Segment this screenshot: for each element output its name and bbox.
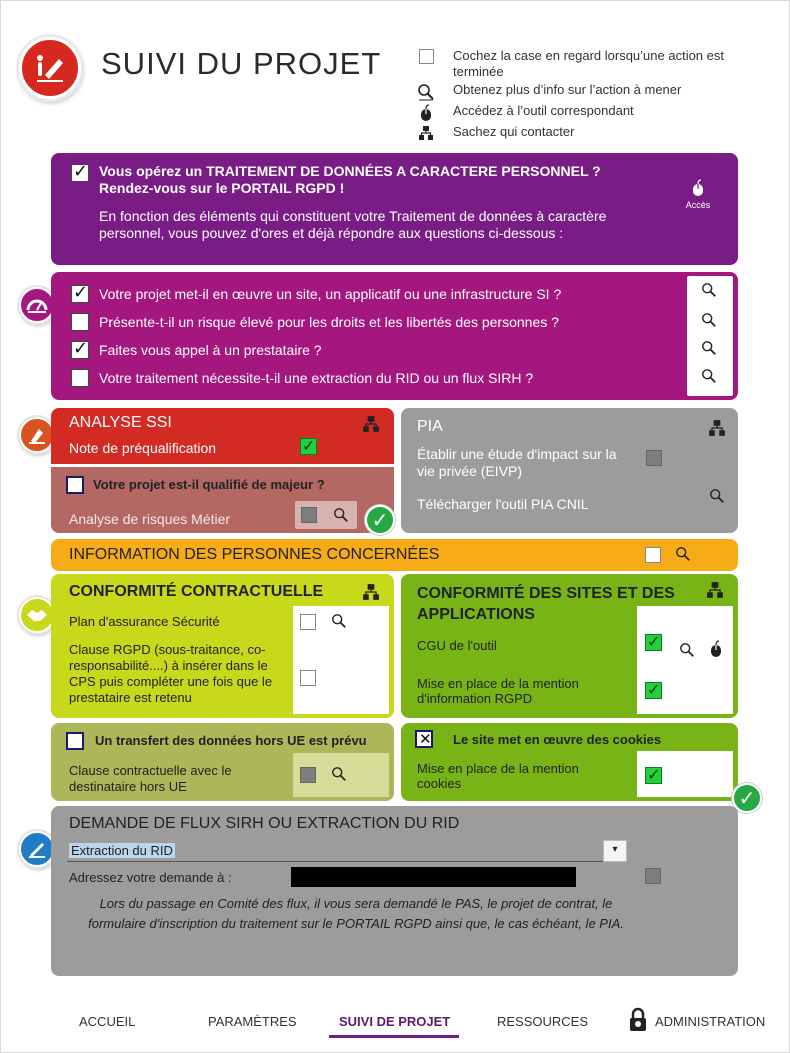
- magnifier-icon[interactable]: [333, 507, 349, 523]
- sites-complete-check-icon: ✓: [732, 783, 762, 813]
- contract-item2: Clause RGPD (sous-traitance, co-responsabilité....) à insérer dans le CPS puis compléter une fois que le prestataire est retenu: [69, 642, 273, 705]
- question-text: Votre projet met-il en œuvre un site, un applicatif ou une infrastructure SI ?: [99, 286, 562, 302]
- magnifier-icon[interactable]: [331, 766, 347, 782]
- question-list: [71, 280, 561, 392]
- magnifier-icon[interactable]: [675, 546, 691, 562]
- flux-title: DEMANDE DE FLUX SIRH OU EXTRACTION DU RID: [69, 815, 460, 832]
- flux-icon: [19, 831, 55, 867]
- question-row: [71, 336, 561, 364]
- ssi-note-label: Note de préqualification: [69, 440, 217, 456]
- gauge-icon: [19, 287, 55, 323]
- legend-row-tool: [413, 103, 753, 122]
- eivp-checkbox[interactable]: [646, 450, 662, 466]
- rgpd-access-label: Accès: [685, 200, 711, 210]
- handshake-icon: [19, 597, 55, 633]
- magnifier-icon[interactable]: [701, 368, 717, 384]
- pia-download-label[interactable]: Télécharger l'outil PIA CNIL: [417, 496, 589, 512]
- magnifier-icon[interactable]: [331, 613, 347, 629]
- question-row: [71, 364, 561, 392]
- rgpd-body: En fonction des éléments qui constituent votre Traitement de données à caractère personnel, vous pouvez d'ores et déjà répondre aux questions ci-dessous :: [99, 208, 607, 241]
- contract-item2-checkbox[interactable]: [300, 670, 316, 686]
- ssi-complete-check-icon: ✓: [365, 505, 395, 535]
- lock-icon[interactable]: [627, 1007, 649, 1033]
- cookies-panel: [401, 723, 738, 801]
- nav-ressources[interactable]: RESSOURCES: [497, 1014, 589, 1029]
- legend-text: Sachez qui contacter: [453, 124, 575, 139]
- info-title: INFORMATION DES PERSONNES CONCERNÉES: [69, 546, 440, 563]
- sites-panel: [401, 574, 738, 718]
- magnifier-icon[interactable]: [701, 340, 717, 356]
- cookies-item-checkbox[interactable]: [645, 767, 662, 784]
- sites-item1: CGU de l'outil: [417, 638, 497, 653]
- ssi-title: ANALYSE SSI: [69, 414, 172, 431]
- contract-title: CONFORMITÉ CONTRACTUELLE: [69, 583, 324, 600]
- questions-info-column: [687, 276, 733, 396]
- rgpd-checkbox[interactable]: [71, 164, 89, 182]
- ssi-note-checkbox[interactable]: [300, 438, 317, 455]
- rgpd-heading-line1: Vous opérez un TRAITEMENT DE DONNÉES A CARACTERE PERSONNEL ?: [99, 163, 601, 179]
- contract-actions: [293, 606, 389, 714]
- question-checkbox[interactable]: [71, 369, 89, 387]
- flux-note: Lors du passage en Comité des flux, il vous sera demandé le PAS, le projet de contrat, le formulaire d'inscription du traitement sur le PORTAIL RGPD ainsi que, le cas échéant, le PIA.: [88, 896, 624, 931]
- sites-actions: [637, 606, 733, 714]
- flux-checkbox[interactable]: [645, 868, 661, 884]
- contract-panel: [51, 574, 394, 718]
- project-logo-icon: [19, 37, 81, 99]
- magnifier-icon[interactable]: [701, 282, 717, 298]
- mouse-icon[interactable]: [709, 640, 723, 658]
- sites-item1-checkbox[interactable]: [645, 634, 662, 651]
- rgpd-access-button[interactable]: [678, 179, 718, 210]
- question-row: [71, 308, 561, 336]
- nav-active-indicator: [329, 1035, 459, 1038]
- ssi-majeur-panel: [51, 467, 394, 533]
- magnifier-icon[interactable]: [709, 488, 725, 504]
- cookies-question: Le site met en œuvre des cookies: [453, 732, 662, 747]
- risk-actions: [295, 501, 357, 529]
- legend: [413, 48, 753, 143]
- nav-parametres[interactable]: PARAMÈTRES: [208, 1014, 297, 1029]
- transfer-question: Un transfert des données hors UE est prévu: [95, 733, 367, 748]
- magnifier-icon: [417, 83, 435, 101]
- chevron-down-icon[interactable]: ▾: [603, 840, 627, 862]
- info-checkbox[interactable]: [645, 547, 661, 563]
- legend-text: Cochez la case en regard lorsqu’une action est terminée: [453, 48, 724, 79]
- rgpd-heading-line2: Rendez-vous sur le PORTAIL RGPD !: [99, 180, 345, 196]
- sites-item2-checkbox[interactable]: [645, 682, 662, 699]
- nav-administration[interactable]: ADMINISTRATION: [655, 1014, 766, 1029]
- org-chart-icon[interactable]: [708, 419, 726, 437]
- magnifier-icon[interactable]: [701, 312, 717, 328]
- info-panel: [51, 539, 738, 571]
- questions-panel: [51, 272, 738, 400]
- flux-address-field[interactable]: [291, 867, 576, 887]
- nav-accueil[interactable]: ACCUEIL: [79, 1014, 136, 1029]
- cookies-item: Mise en place de la mention cookies: [417, 761, 579, 791]
- flux-address-label: Adressez votre demande à :: [69, 870, 232, 885]
- legend-row-contact: [413, 124, 753, 141]
- contract-item1: Plan d'assurance Sécurité: [69, 614, 220, 629]
- org-chart-icon: [418, 125, 434, 141]
- bottom-nav: [1, 1006, 790, 1046]
- flux-select-value: Extraction du RID: [71, 843, 173, 858]
- transfer-item-checkbox[interactable]: [300, 767, 316, 783]
- question-row: [71, 280, 561, 308]
- question-text: Votre traitement nécessite-t-il une extraction du RID ou un flux SIRH ?: [99, 370, 534, 386]
- risk-checkbox[interactable]: [301, 507, 317, 523]
- transfer-item: Clause contractuelle avec le destinataire hors UE: [69, 763, 232, 794]
- transfer-panel: [51, 723, 394, 801]
- mouse-icon: [419, 104, 433, 122]
- mouse-icon: [691, 179, 705, 197]
- majeur-checkbox[interactable]: [66, 476, 84, 494]
- magnifier-icon[interactable]: [679, 642, 695, 658]
- cookies-checkbox[interactable]: [415, 730, 433, 748]
- checkbox-empty-icon: [419, 49, 434, 64]
- question-text: Présente-t-il un risque élevé pour les droits et les libertés des personnes ?: [99, 314, 559, 330]
- org-chart-icon[interactable]: [362, 583, 380, 601]
- pia-title: PIA: [417, 418, 443, 435]
- rgpd-panel: [51, 153, 738, 265]
- legend-text: Obtenez plus d’info sur l’action à mener: [453, 82, 682, 97]
- question-text: Faites vous appel à un prestataire ?: [99, 342, 322, 358]
- contract-item1-checkbox[interactable]: [300, 614, 316, 630]
- risk-label: Analyse de risques Métier: [69, 511, 231, 527]
- page-title: SUIVI DU PROJET: [101, 46, 382, 81]
- transfer-actions: [293, 753, 389, 797]
- cookies-actions: [637, 751, 733, 797]
- flux-select[interactable]: [67, 840, 627, 862]
- nav-suivi-de-projet[interactable]: SUIVI DE PROJET: [339, 1014, 451, 1029]
- eivp-label: Établir une étude d'impact sur la vie privée (EIVP): [417, 446, 617, 479]
- org-chart-icon[interactable]: [706, 581, 724, 599]
- legend-text: Accédez à l’outil correspondant: [453, 103, 634, 118]
- pia-panel: [401, 408, 738, 533]
- question-checkbox[interactable]: [71, 313, 89, 331]
- question-checkbox[interactable]: [71, 285, 89, 303]
- org-chart-icon[interactable]: [362, 415, 380, 433]
- legend-row-checkbox: [413, 48, 753, 80]
- majeur-question: Votre projet est-il qualifié de majeur ?: [93, 477, 325, 492]
- tool-icon: [19, 417, 55, 453]
- ssi-panel: [51, 408, 394, 464]
- sites-item2: Mise en place de la mention d'information RGPD: [417, 676, 579, 706]
- question-checkbox[interactable]: [71, 341, 89, 359]
- sites-title: CONFORMITÉ DES SITES ET DES APPLICATIONS: [417, 585, 675, 623]
- flux-panel: [51, 806, 738, 976]
- legend-row-info: [413, 82, 753, 101]
- transfer-checkbox[interactable]: [66, 732, 84, 750]
